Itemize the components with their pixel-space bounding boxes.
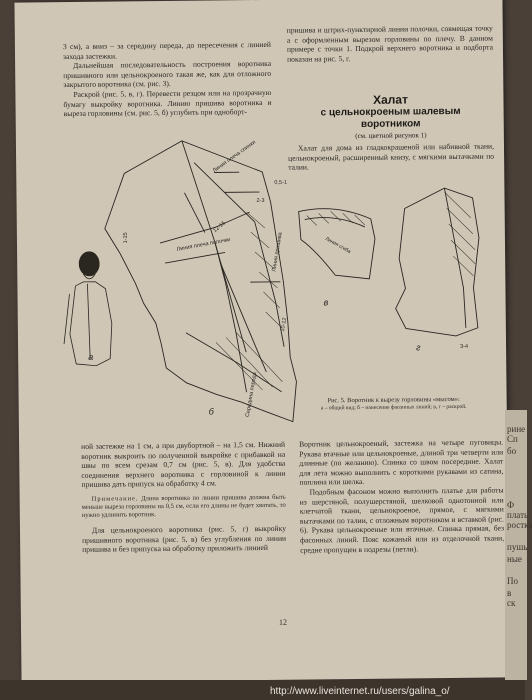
fragment-text: пушь <box>507 542 528 552</box>
paragraph: Подобным фасоном можно выполнить платье для работы из шерстяной, полушерстяной, шелковой однотонной или клетчатой ткани, цельнокроеное, прямое, с мягкими вытачками по талии, с отложным воротником и вставкой (рис. 6). Рукава цельнокроеные или втачные. Спинка прямая, без фасонных линий. Пояс кожаный или из отделочной ткани, средне пропущен в подрезы (петли). <box>299 485 505 555</box>
label-shoulder-front: Линия плеча полочки <box>176 236 231 253</box>
label-mid-front: Середина переда <box>244 371 259 418</box>
label-n6: 2-3 <box>256 197 265 205</box>
fragment-text: ск <box>507 598 516 608</box>
left-column-bottom-text <box>81 440 286 555</box>
label-n4: 10-12 <box>279 317 289 333</box>
label-b: б <box>208 406 214 417</box>
fragment-text: Ф <box>507 500 515 510</box>
figure-caption <box>319 396 469 413</box>
fragment-text: ростка <box>507 520 532 530</box>
label-g: г <box>416 342 421 353</box>
fragment-text: По <box>507 576 518 586</box>
paragraph: Воротник цельнокроеный, застежка на четыре пуговицы. Рукава втачные или цельнокроеные, длиной три четверти или длинные (по желанию). Спинка со швом посередине. Халат для лета можно выполнить с короткими рукавами из сатина, поплина или шелка. <box>299 437 504 487</box>
label-n2: 12-16 <box>212 220 227 235</box>
label-n1: 1-15 <box>122 232 129 244</box>
fragment-text: Сп <box>507 434 518 444</box>
paragraph: Халат для дома из гладкокрашеной или набивной ткани, цельнокроеный, расширенный книзу, с мягкими вытачками по талии. <box>288 141 495 172</box>
paragraph: 3 см), а вниз – за середину переда, до пересечения с линией захода застежки. <box>62 39 271 61</box>
fragment-text: плать <box>507 510 529 520</box>
fragment-text: бо <box>507 446 517 456</box>
caption-title: Рис. 5. Воротник к вырезу горловины «мысом»: <box>327 395 460 405</box>
pattern-drawing-main <box>64 132 307 434</box>
left-column-top-text <box>63 40 272 119</box>
note-paragraph <box>82 494 286 520</box>
right-column-bottom-text <box>299 437 504 554</box>
note-label: Примечание. <box>91 495 139 503</box>
label-n3: 0,5-1 <box>274 179 287 186</box>
right-column-top-text <box>287 24 493 65</box>
label-a: а <box>88 351 94 362</box>
label-n5: 3-4 <box>460 343 469 350</box>
paragraph: Раскрой (рис. 5, в, г). Перевести резцом или на прозрачную бумагу выкройку воротника. Линию пришива воротника и выреза горловины (см. рис. 5, б) углубить при одноборт- <box>63 87 272 119</box>
note-text: Длина воротника по линии пришива должна быть меньше выреза горловины на 0,5 см, если его длины не будет хватать, то нужно удлинить воротник. <box>81 493 286 519</box>
fragment-text: в <box>507 588 512 598</box>
pattern-drawing-cuts <box>294 178 496 360</box>
heading-subtitle: (см. цветной рисунок 1) <box>355 131 427 141</box>
heading-line-3: воротником <box>360 118 421 130</box>
magazine-page <box>14 0 512 683</box>
caption-legend: а – общий вид; б – нанесение фасонных линий; в, г – раскрой. <box>320 403 467 412</box>
woman-sketch <box>63 252 112 366</box>
page-number: 12 <box>278 617 288 627</box>
fragment-text: рине <box>507 424 526 434</box>
label-shoulder-back: Линия плеча спинки <box>211 139 257 175</box>
watermark-url: http://www.liveinternet.ru/users/galina_o/ <box>270 686 450 697</box>
paragraph: Для цельнокроеного воротника (рис. 5, г) выкройку пришивного воротника (рис. 5, в) без углубления по линии пришива и без припуска на обработку приложить линией <box>82 523 287 555</box>
label-v: в <box>323 297 329 308</box>
article-heading <box>300 92 480 142</box>
paragraph: пришива и штрих-пунктирной линии полочки, совмещая точку а с оформленным вырезом горловины по плечу. В данном примере с точки 1. Подкрой верхнего воротника и подборта показан на рис. 5, г. <box>286 23 493 64</box>
adjacent-page-fragment <box>505 410 532 680</box>
label-sew-line: Линия пришива <box>271 231 284 273</box>
paragraph: Дальнейшая последовательность построения воротника пришивного или цельнокроеного такая же, как для отложного закрытого воротника (см. рис. 3). <box>63 59 272 90</box>
fragment-text: ные <box>507 554 522 564</box>
right-intro-text <box>288 142 494 173</box>
heading-line-1: Халат <box>372 92 408 107</box>
paragraph: ной застежке на 1 см, а при двубортной – на 1,5 см. Нижний воротник выкроить по полученной выкройке с прибавкой на швы по всем срезам 0,7 см (рис. 5, в). Для удобства соединения верхнего воротника с горловиной к линии пришива дать припуск на обработку 4 см. <box>81 439 286 490</box>
label-fold: Линия сгиба <box>323 235 352 256</box>
heading-line-2: с цельнокроеным шалевым <box>320 105 461 119</box>
